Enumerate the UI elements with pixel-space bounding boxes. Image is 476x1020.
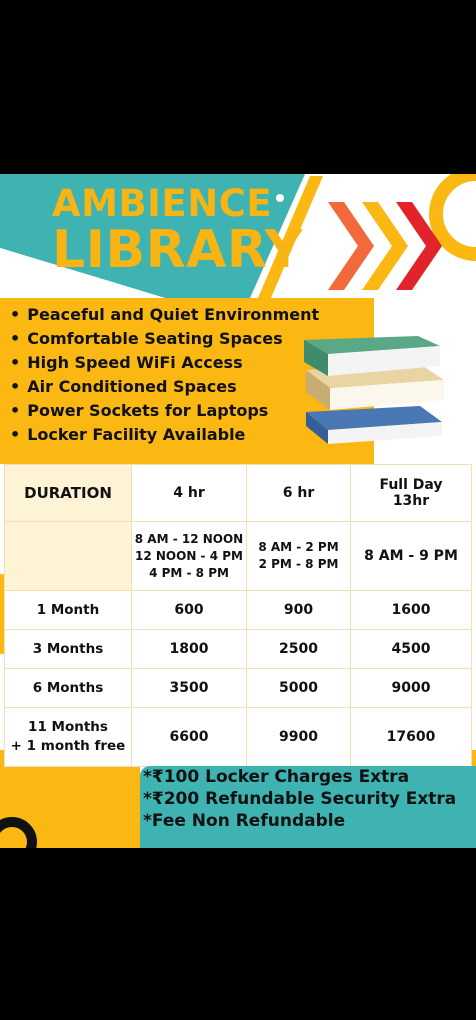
- pricing-table: [4, 464, 472, 767]
- price-cell: 9000: [351, 669, 472, 708]
- white-dot-shape: [276, 194, 284, 202]
- table-row: [5, 669, 472, 708]
- timings-row: [5, 522, 472, 591]
- chevron-orange-icon: [328, 202, 374, 290]
- timings-4hr-cell: [132, 522, 247, 591]
- price-cell: 2500: [247, 630, 351, 669]
- price-cell: 6600: [132, 708, 247, 767]
- table-row: [5, 708, 472, 767]
- price-cell: 1800: [132, 630, 247, 669]
- timing-slot: 4 PM - 8 PM: [149, 565, 229, 580]
- price-cell: 9900: [247, 708, 351, 767]
- timings-blank-cell: [5, 522, 132, 591]
- header-full-day: [351, 465, 472, 522]
- table-row: [5, 630, 472, 669]
- price-cell: 5000: [247, 669, 351, 708]
- feature-item: • Power Sockets for Laptops: [10, 399, 374, 423]
- table-row: [5, 591, 472, 630]
- price-cell: 3500: [132, 669, 247, 708]
- row-label-line2: + 1 month free: [10, 738, 126, 754]
- note-line: *₹100 Locker Charges Extra: [143, 767, 410, 787]
- feature-item: • Air Conditioned Spaces: [10, 375, 374, 399]
- books-stack-icon: [300, 334, 450, 450]
- book-bottom-icon: [306, 406, 442, 444]
- notes-panel: [140, 766, 476, 848]
- note-line: *₹200 Refundable Security Extra: [143, 789, 457, 809]
- header-full-day-line2: 13hr: [392, 493, 430, 509]
- row-label: 1 Month: [5, 591, 132, 630]
- timing-slot: 12 NOON - 4 PM: [135, 548, 243, 563]
- price-cell: 600: [132, 591, 247, 630]
- timing-slot: 8 AM - 2 PM: [258, 540, 339, 554]
- header-duration: DURATION: [5, 465, 132, 522]
- timing-slot: 8 AM - 12 NOON: [134, 531, 244, 546]
- header-4hr: 4 hr: [132, 465, 247, 522]
- row-label: 6 Months: [5, 669, 132, 708]
- price-cell: 4500: [351, 630, 472, 669]
- row-label: [5, 708, 132, 767]
- row-label-line1: 11 Months: [28, 719, 108, 735]
- timing-slot: 2 PM - 8 PM: [258, 557, 339, 571]
- price-cell: 1600: [351, 591, 472, 630]
- title-line-2: LIBRARY: [52, 220, 303, 280]
- table-header-row: [5, 465, 472, 522]
- header-full-day-line1: Full Day: [379, 477, 443, 493]
- chevron-arrows-icon: [328, 202, 458, 290]
- feature-item: • Comfortable Seating Spaces: [10, 327, 374, 351]
- library-poster: [0, 174, 476, 848]
- row-label: 3 Months: [5, 630, 132, 669]
- note-line: *Fee Non Refundable: [143, 811, 346, 831]
- feature-item: • Locker Facility Available: [10, 423, 374, 447]
- price-cell: 17600: [351, 708, 472, 767]
- header-6hr: 6 hr: [247, 465, 351, 522]
- timings-6hr-cell: [247, 522, 351, 591]
- feature-item: • Peaceful and Quiet Environment: [10, 303, 374, 327]
- title-line-1: AMBIENCE: [52, 182, 273, 225]
- price-cell: 900: [247, 591, 351, 630]
- timings-full-day-cell: 8 AM - 9 PM: [351, 522, 472, 591]
- feature-item: • High Speed WiFi Access: [10, 351, 374, 375]
